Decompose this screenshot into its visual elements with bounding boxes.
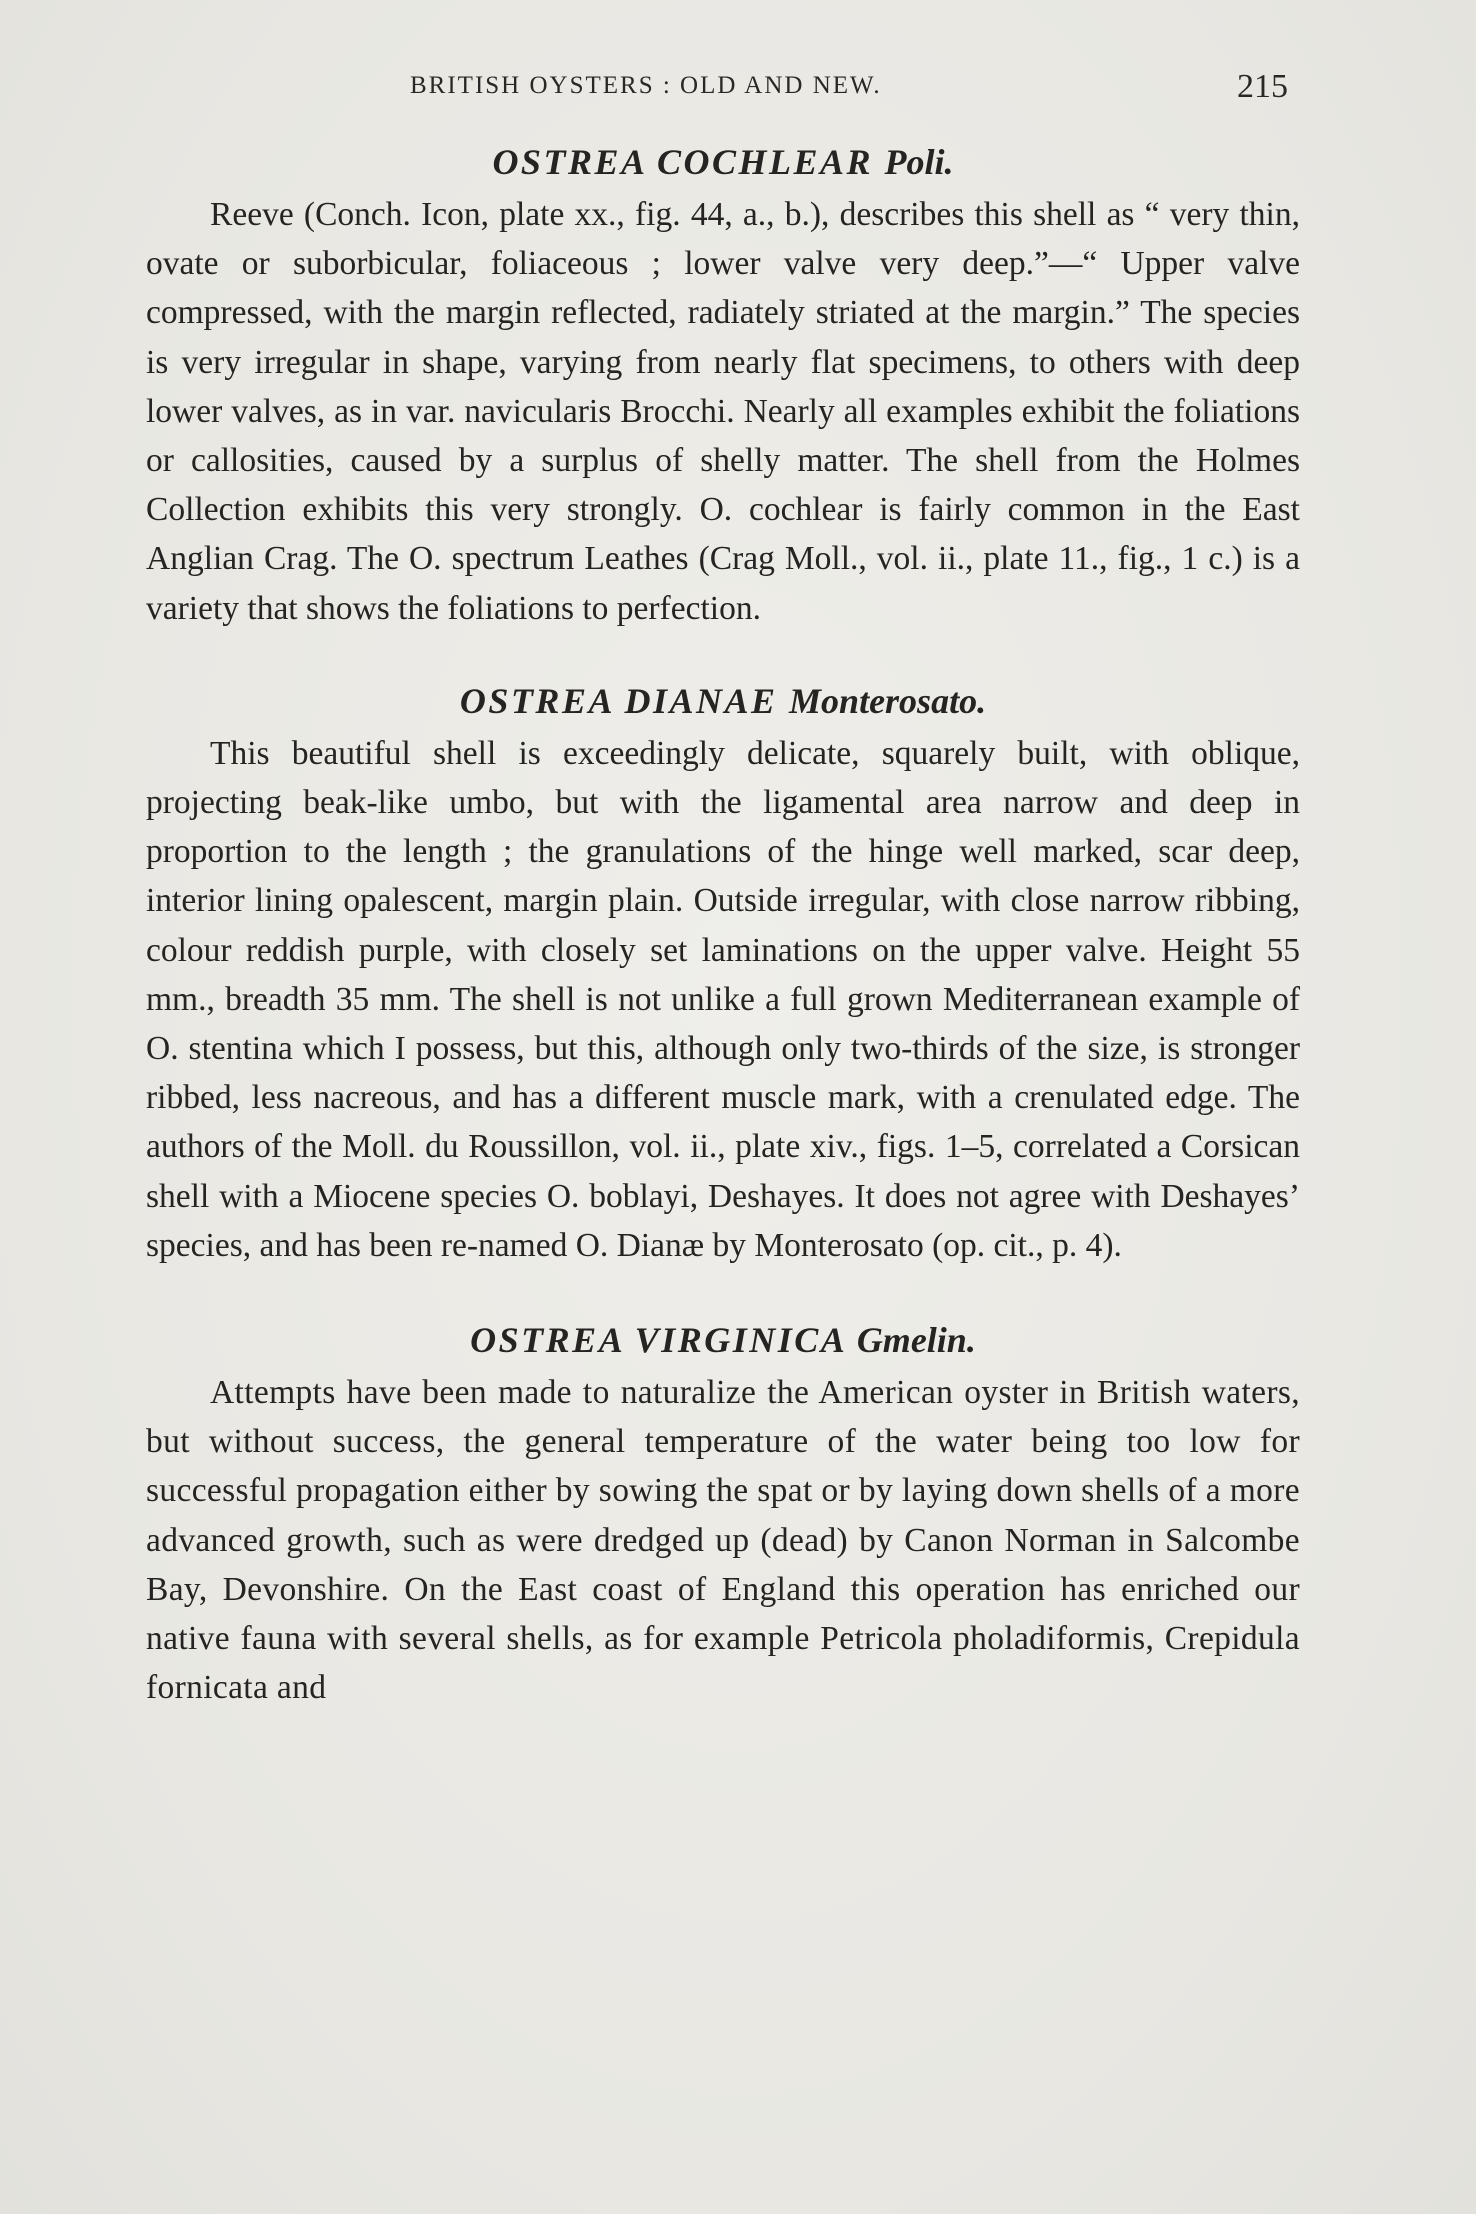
section-heading: [146, 1314, 1300, 1366]
species-author: Monterosato.: [789, 680, 987, 721]
section-paragraph: Reeve (Conch. Icon, plate xx., fig. 44, a., b.), describes this shell as “ very thin, ovate or suborbicular, foliaceous ; lower valve very deep.”—“ Upper valve compressed, with the margin reflected, radiately striated at the margin.” The species is very irregular in shape, varying from nearly flat specimens, to others with deep lower valves, as in var. navicularis Brocchi. Nearly all examples exhibit the foliations or callosities, caused by a surplus of shelly matter. The shell from the Holmes Collection exhibits this very strongly. O. cochlear is fairly common in the East Anglian Crag. The O. spectrum Leathes (Crag Moll., vol. ii., plate 11., fig., 1 c.) is a variety that shows the foliations to perfection.: [146, 196, 1300, 627]
section-paragraph: This beautiful shell is exceedingly delicate, squarely built, with oblique, projecting beak-like umbo, but with the ligamental area narrow and deep in proportion to the length ; the granulations of the hinge well marked, scar deep, interior lining opalescent, margin plain. Outside irregular, with close narrow ribbing, colour reddish purple, with closely set laminations on the upper valve. Height 55 mm., breadth 35 mm. The shell is not unlike a full grown Mediterranean example of O. stentina which I possess, but this, although only two-thirds of the size, is stronger ribbed, less nacreous, and has a different muscle mark, with a crenulated edge. The authors of the Moll. du Roussillon, vol. ii., plate xiv., figs. 1–5, correlated a Corsican shell with a Miocene species O. boblayi, Deshayes. It does not agree with Deshayes’ species, and has been re-named O. Dianæ by Monterosato (op. cit., p. 4).: [146, 734, 1300, 1264]
running-head: BRITISH OYSTERS : OLD AND NEW.: [410, 72, 882, 99]
page-number: 215: [1237, 68, 1288, 105]
species-name: OSTREA COCHLEAR: [492, 142, 874, 182]
species-author: Poli.: [884, 142, 954, 182]
section-heading: [146, 136, 1300, 188]
species-name: OSTREA DIANAE: [459, 680, 778, 721]
text-block: [146, 136, 1300, 1712]
section-paragraph: Attempts have been made to naturalize the American oyster in British waters, but without success, the general temperature of the water being too low for successful propagation either by sowing the spat or by laying down shells of a more advanced growth, such as were dredged up (dead) by Canon Norman in Salcombe Bay, Devonshire. On the East coast of England this operation has enriched our native fauna with several shells, as for example Petricola pholadiformis, Crepidula fornicata and: [146, 1374, 1300, 1707]
species-name: OSTREA VIRGINICA: [470, 1320, 846, 1361]
species-author: Gmelin.: [856, 1320, 976, 1361]
section-heading: [146, 675, 1300, 727]
